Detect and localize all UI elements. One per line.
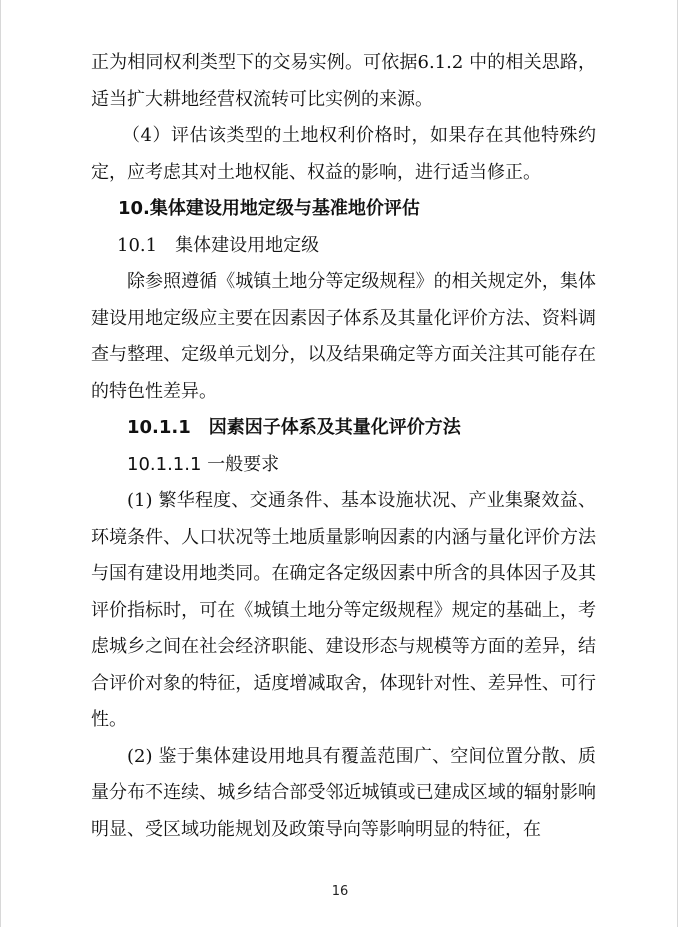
clause-heading: 10.1.1.1 一般要求: [127, 453, 280, 475]
section-heading: 10.集体建设用地定级与基准地价评估: [118, 198, 420, 219]
body-paragraph: (2) 鉴于集体建设用地具有覆盖范围广、空间位置分散、质量分布不连续、城乡结合部受邻近城镇或已建成区域的辐射影响明显、受区域功能规划及政策导向等影响明显的特征，在: [91, 745, 596, 840]
body-paragraph: （4）评估该类型的土地权利价格时，如果存在其他特殊约定，应考虑其对土地权能、权益的影响，进行适当修正。: [91, 125, 596, 183]
page-number: 16: [331, 884, 349, 899]
page-body: [91, 45, 596, 848]
subsection-heading: 10.1 集体建设用地定级: [117, 234, 320, 256]
body-paragraph: (1) 繁华程度、交通条件、基本设施状况、产业集聚效益、环境条件、人口状况等土地质量影响因素的内涵与量化评价方法与国有建设用地类同。在确定各定级因素中所含的具体因子及其评价指标时，可在《城镇土地分等定级规程》规定的基础上，考虑城乡之间在社会经济职能、建设形态与规模等方面的差异，结合评价对象的特征，适度增减取舍，体现针对性、差异性、可行性。: [91, 490, 596, 730]
subsubsection-heading: 10.1.1 因素因子体系及其量化评价方法: [127, 417, 461, 438]
body-paragraph: 正为相同权利类型下的交易实例。可依据6.1.2 中的相关思路，适当扩大耕地经营权流转可比实例的来源。: [91, 52, 596, 110]
body-paragraph: 除参照遵循《城镇土地分等定级规程》的相关规定外，集体建设用地定级应主要在因素因子体系及其量化评价方法、资料调查与整理、定级单元划分，以及结果确定等方面关注其可能存在的特色性差异。: [91, 271, 596, 402]
